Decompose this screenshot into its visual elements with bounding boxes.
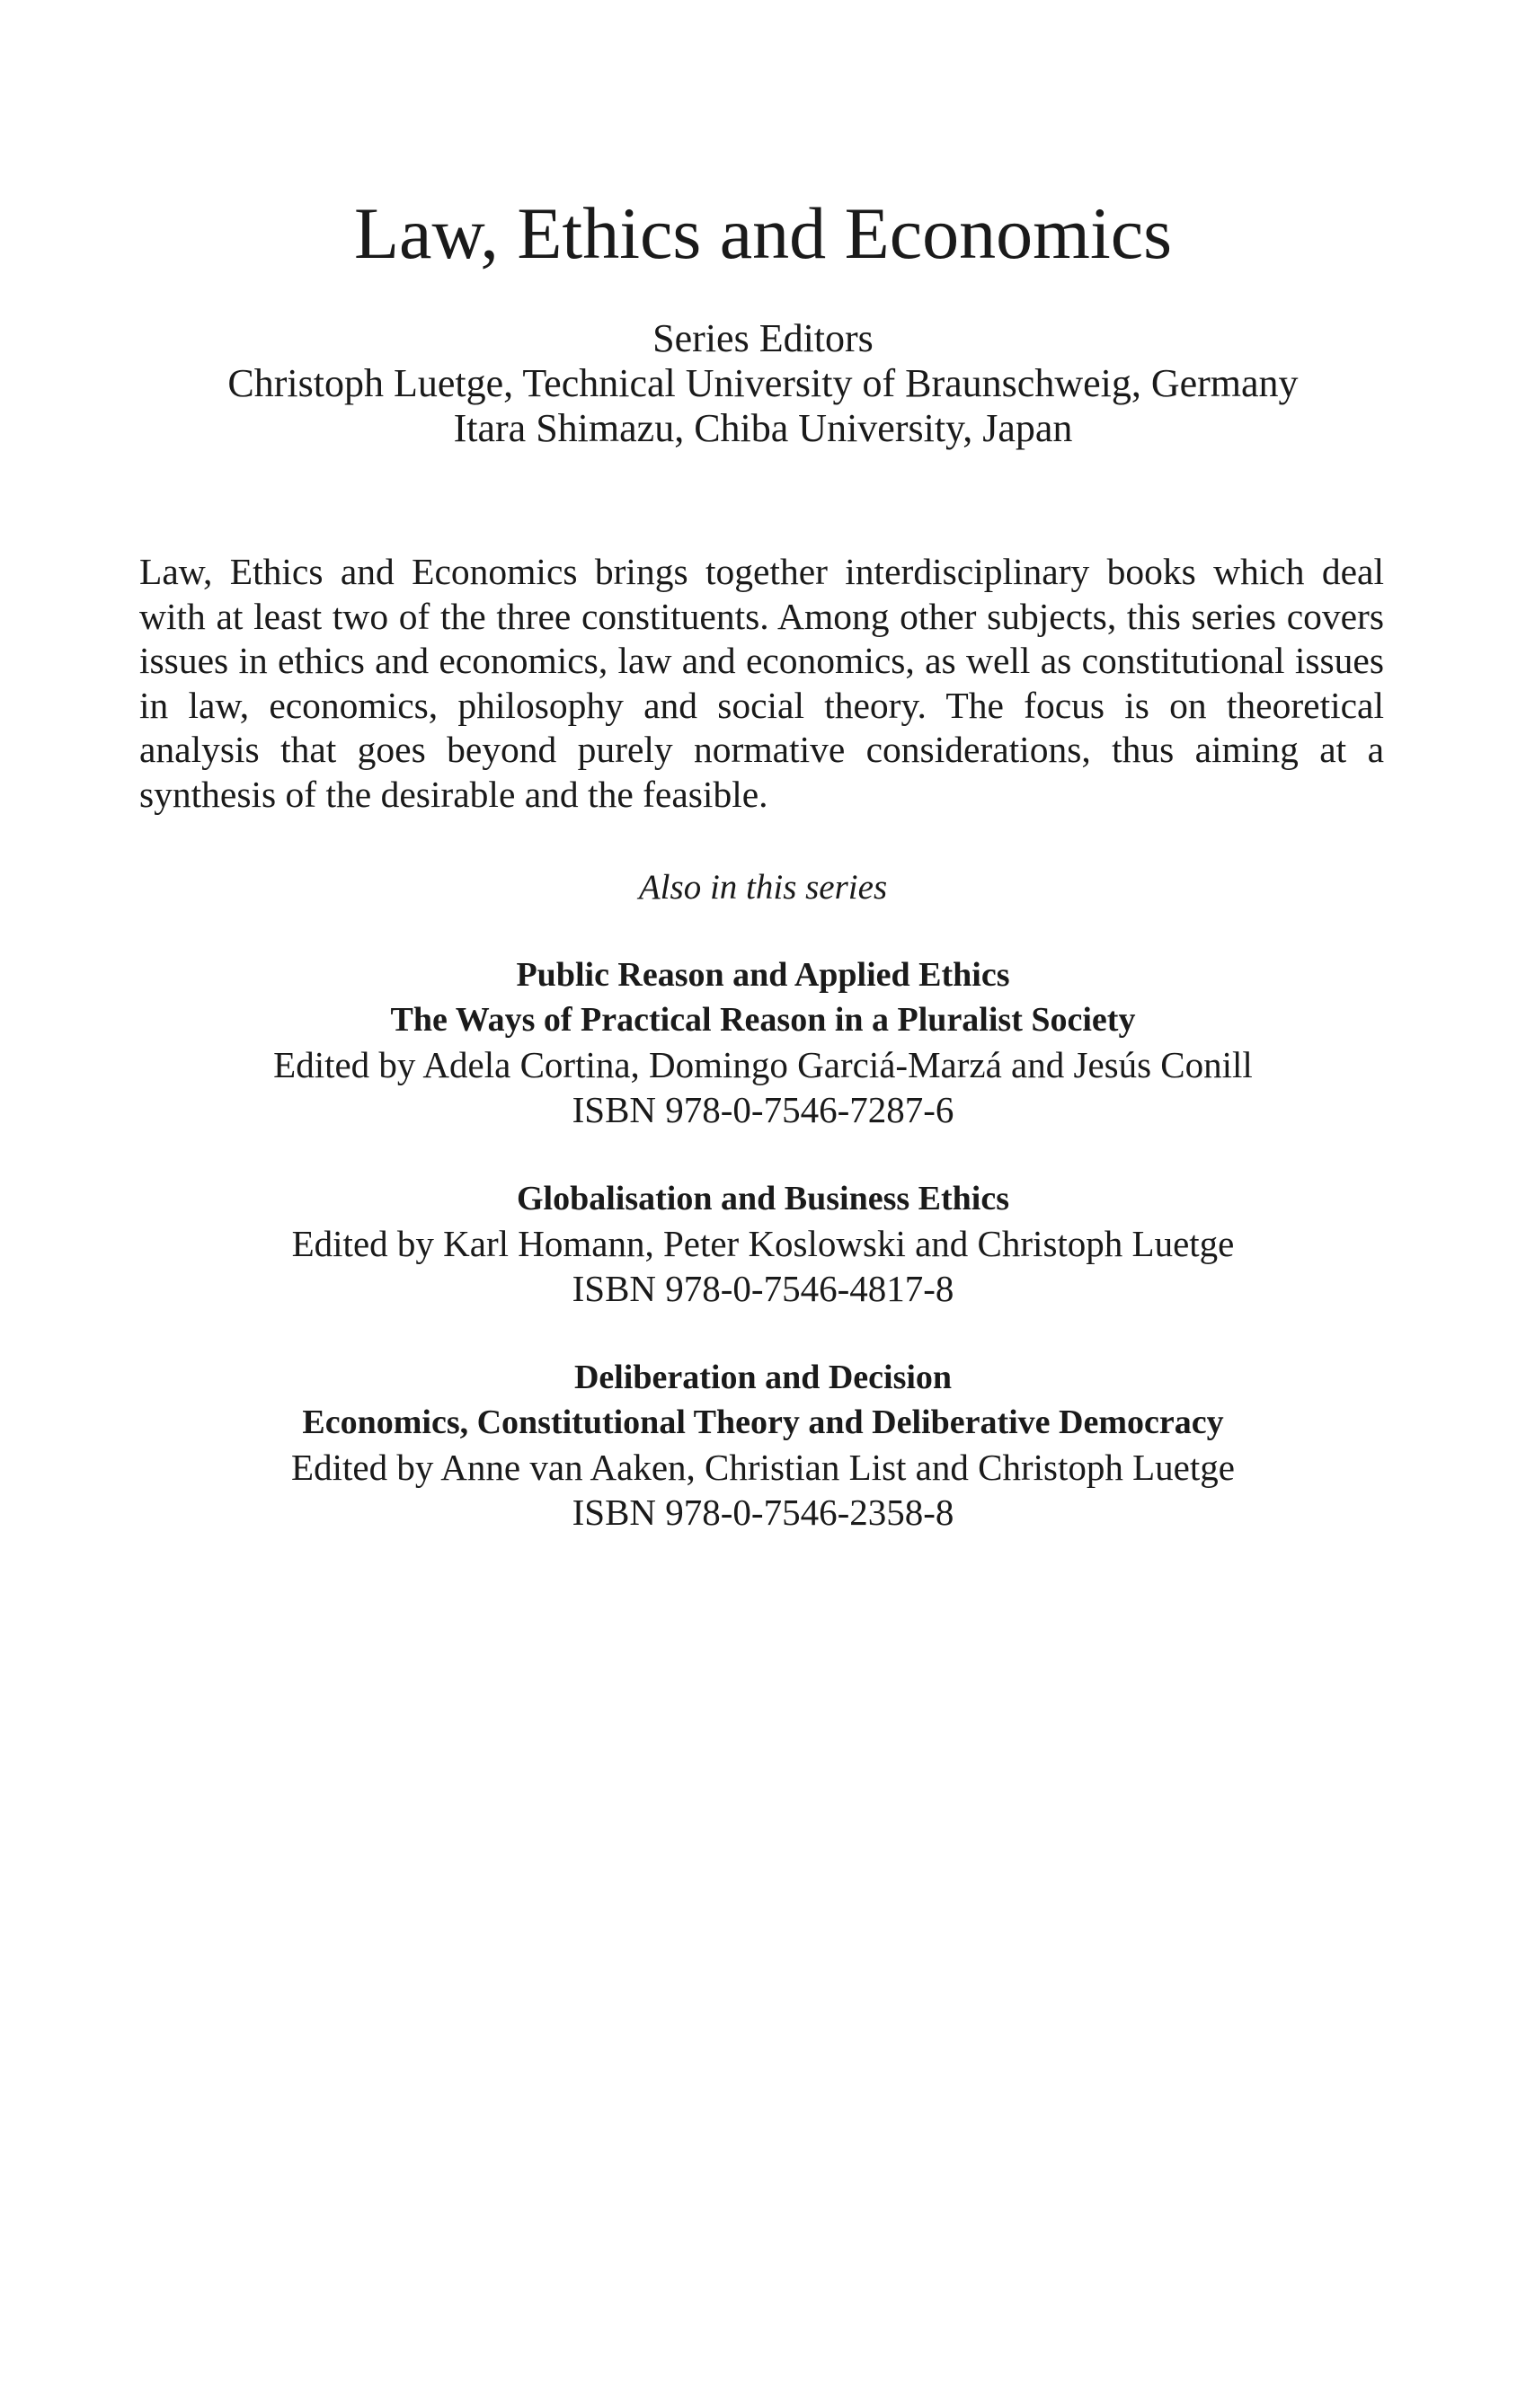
book-subtitle: The Ways of Practical Reason in a Pluralist Society xyxy=(390,1001,1136,1039)
book-isbn: ISBN 978-0-7546-2358-8 xyxy=(572,1492,954,1533)
series-editor: Christoph Luetge, Technical University of Braunschweig, Germany xyxy=(227,361,1299,405)
series-editor: Itara Shimazu, Chiba University, Japan xyxy=(453,406,1073,450)
series-editors-heading: Series Editors xyxy=(652,316,874,360)
book-editors: Edited by Karl Homann, Peter Koslowski and Christoph Luetge xyxy=(291,1223,1235,1264)
series-description: Law, Ethics and Economics brings together interdisciplinary books which deal with at least two of the three constituents. Among other subjects, this series covers issues in ethics and economics, law and economics, as well as constitutional issues in law, economics, philosophy and social theory. The focus is on theoretical analysis that goes beyond purely normative considerations, thus aiming at a synthesis of the desirable and the feasible. xyxy=(139,551,1384,815)
series-title: Law, Ethics and Economics xyxy=(353,192,1173,274)
book-title: Deliberation and Decision xyxy=(573,1359,953,1396)
book-subtitle: Economics, Constitutional Theory and Deliberative Democracy xyxy=(302,1403,1224,1441)
book-title: Public Reason and Applied Ethics xyxy=(516,956,1010,994)
book-title: Globalisation and Business Ethics xyxy=(516,1180,1009,1217)
book-entry xyxy=(0,1176,1526,1311)
also-in-series-heading: Also in this series xyxy=(638,868,888,907)
book-editors: Edited by Adela Cortina, Domingo Garciá-Marzá and Jesús Conill xyxy=(273,1044,1253,1085)
book-entry xyxy=(0,952,1526,1132)
book-isbn: ISBN 978-0-7546-4817-8 xyxy=(572,1268,954,1309)
book-isbn: ISBN 978-0-7546-7287-6 xyxy=(572,1089,954,1130)
book-editors: Edited by Anne van Aaken, Christian List and Christoph Luetge xyxy=(291,1447,1235,1488)
series-editors-block xyxy=(0,316,1526,451)
book-entry xyxy=(0,1355,1526,1535)
